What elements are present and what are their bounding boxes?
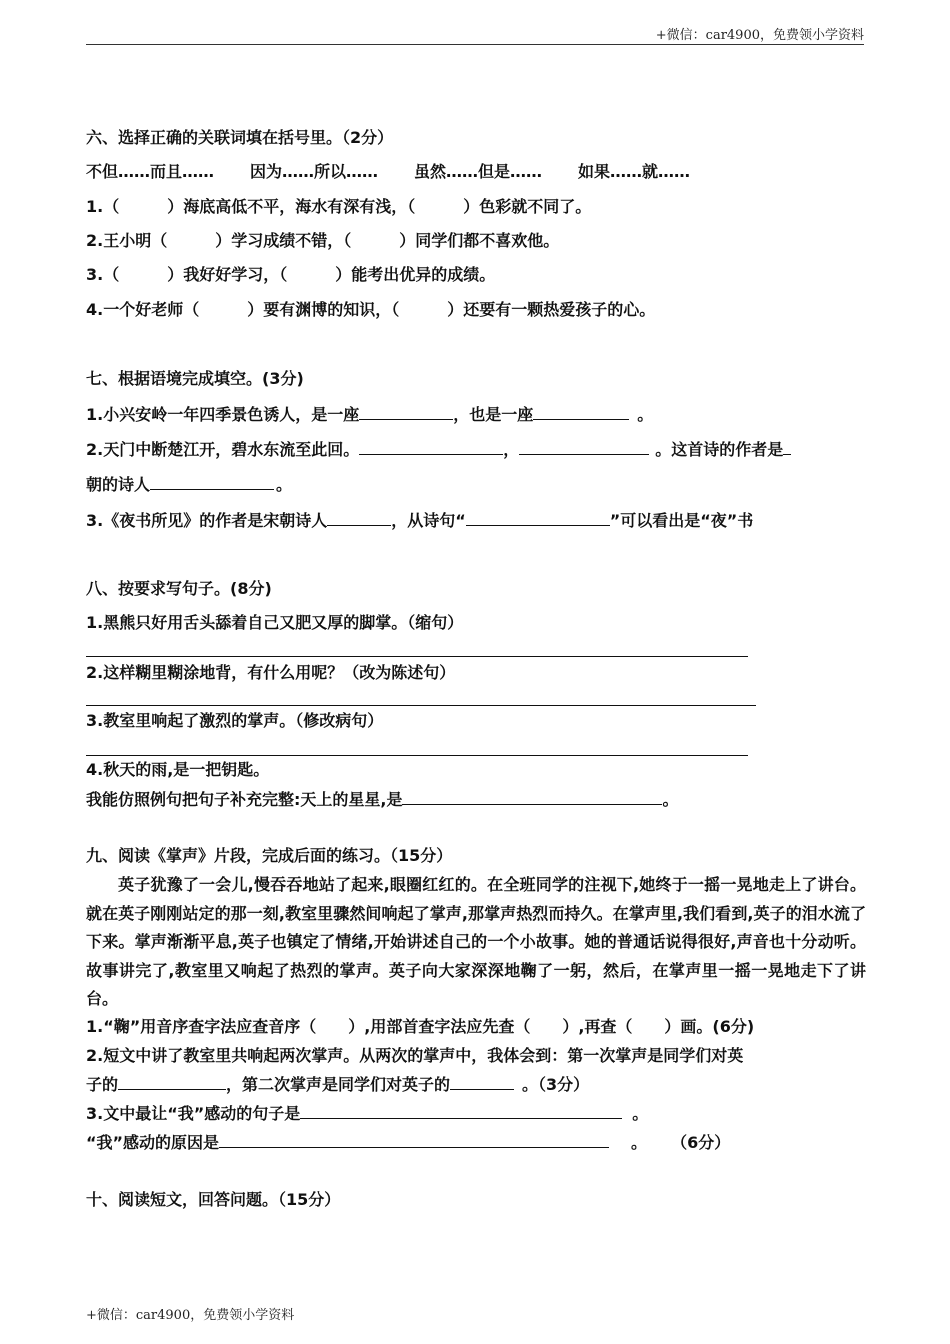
s9-q2-text-d: 。（3分） — [522, 1075, 590, 1094]
section-8-title: 八、按要求写句子。(8分) — [86, 579, 272, 598]
s7-q2-blank-3[interactable] — [783, 438, 791, 455]
s9-question-1[interactable]: 1.“鞠”用音序查字法应查音序（ ）,用部首查字法应先查（ ）,再查（ ）画。(6分) — [86, 1017, 755, 1036]
s8-question-3: 3.教室里响起了激烈的掌声。（修改病句） — [86, 711, 384, 730]
s7-q3-blank-2[interactable] — [466, 509, 610, 526]
page-header: +微信：car4900，免费领小学资料 — [655, 28, 864, 43]
s7-q2-blank-4[interactable] — [150, 473, 274, 490]
s8-question-1: 1.黑熊只好用舌头舔着自己又肥又厚的脚掌。（缩句） — [86, 613, 464, 632]
s7-question-2 — [86, 438, 791, 461]
s8-answer-line-2[interactable] — [86, 705, 756, 706]
s9-question-3-reason — [86, 1131, 730, 1154]
s8-question-4: 4.秋天的雨,是一把钥匙。 — [86, 760, 270, 779]
s9-q3-score: （6分） — [679, 1133, 731, 1152]
s7-q2-blank-1[interactable] — [359, 438, 503, 455]
s7-q2-text-b: ， — [503, 440, 520, 459]
section-6-title: 六、选择正确的关联词填在括号里。（2分） — [86, 128, 394, 147]
header-divider — [86, 44, 864, 45]
s7-q3-text-c: ”可以看出是“夜”书 — [609, 511, 754, 530]
s8-q4-blank[interactable] — [402, 788, 662, 805]
s8-question-2: 2.这样糊里糊涂地背，有什么用呢？（改为陈述句） — [86, 663, 456, 682]
s9-q3-text-b: 。 — [632, 1104, 649, 1123]
s8-q4-text-c: 。 — [662, 790, 679, 809]
connective-1: 不但……而且…… — [86, 162, 215, 181]
connective-options — [86, 161, 726, 183]
s6-question-4[interactable]: 4.一个好老师（ ）要有渊博的知识，（ ）还要有一颗热爱孩子的心。 — [86, 300, 656, 319]
s9-q3-text-a: 3.文中最让“我”感动的句子是 — [86, 1104, 301, 1123]
s7-q1-text-c: 。 — [637, 405, 654, 424]
s8-question-4-prompt — [86, 788, 679, 811]
section-10-title: 十、阅读短文，回答问题。（15分） — [86, 1190, 341, 1209]
s9-q2-blank-1[interactable] — [118, 1073, 226, 1090]
s7-question-1 — [86, 403, 653, 426]
s7-question-3 — [86, 509, 753, 532]
s7-q3-blank-1[interactable] — [327, 509, 391, 526]
s6-question-2[interactable]: 2.王小明（ ）学习成绩不错，（ ）同学们都不喜欢他。 — [86, 231, 560, 250]
s9-q3-text-d: 。 — [631, 1133, 648, 1152]
s7-q2-text-c: 。这首诗的作者是 — [655, 440, 784, 459]
s8-q4-text-b: 我能仿照例句把句子补充完整:天上的星星,是 — [86, 790, 403, 809]
s9-q3-blank-2[interactable] — [219, 1131, 609, 1148]
connective-2: 因为……所以…… — [250, 162, 379, 181]
s7-q2-blank-2[interactable] — [519, 438, 649, 455]
section-9-title: 九、阅读《掌声》片段，完成后面的练习。（15分） — [86, 846, 453, 865]
s7-q2-text-a: 2.天门中断楚江开，碧水东流至此回。 — [86, 440, 360, 459]
page-footer: +微信：car4900，免费领小学资料 — [86, 1308, 295, 1323]
s9-question-2: 2.短文中讲了教室里共响起两次掌声。从两次的掌声中，我体会到：第一次掌声是同学们对英 — [86, 1046, 744, 1065]
s9-q2-text-c: ，第二次掌声是同学们对英子的 — [226, 1075, 451, 1094]
s7-q2-text-d: 朝的诗人 — [86, 475, 151, 494]
s9-q3-blank-1[interactable] — [300, 1102, 622, 1119]
s9-q3-text-c: “我”感动的原因是 — [86, 1133, 220, 1152]
reading-passage: 英子犹豫了一会儿,慢吞吞地站了起来,眼圈红红的。在全班同学的注视下,她终于一摇一晃地走上了讲台。就在英子刚刚站定的那一刻,教室里骤然间响起了掌声,那掌声热烈而持久。在掌声里,我们看到,英子的泪水流了下来。掌声渐渐平息,英子也镇定了情绪,开始讲述自己的一个小故事。她的普通话说得很好,声音也十分动听。故事讲完了,教室里又响起了热烈的掌声。英子向大家深深地鞠了一躬，然后，在掌声里一摇一晃地走下了讲台。 — [86, 875, 866, 1008]
s9-question-3 — [86, 1102, 648, 1125]
s7-q3-text-a: 3.《夜书所见》的作者是宋朝诗人 — [86, 511, 328, 530]
s9-q2-text-b: 子的 — [86, 1075, 119, 1094]
s9-q2-blank-2[interactable] — [450, 1073, 514, 1090]
connective-3: 虽然……但是…… — [414, 162, 543, 181]
s6-question-3[interactable]: 3.（ ）我好好学习，（ ）能考出优异的成绩。 — [86, 265, 496, 284]
section-7-title: 七、根据语境完成填空。(3分) — [86, 369, 304, 388]
s6-question-1[interactable]: 1.（ ）海底高低不平，海水有深有浅，（ ）色彩就不同了。 — [86, 197, 592, 216]
s7-q1-blank-1[interactable] — [359, 403, 453, 420]
s8-answer-line-3[interactable] — [86, 755, 748, 756]
s7-q3-text-b: ，从诗句“ — [391, 511, 466, 530]
s7-q1-blank-2[interactable] — [533, 403, 629, 420]
s7-q1-text-b: ，也是一座 — [453, 405, 534, 424]
s8-answer-line-1[interactable] — [86, 656, 748, 657]
s7-q1-text-a: 1.小兴安岭一年四季景色诱人，是一座 — [86, 405, 360, 424]
s7-q2-text-e: 。 — [276, 475, 293, 494]
s9-question-2-cont — [86, 1073, 589, 1096]
s7-question-2-cont — [86, 473, 292, 496]
connective-4: 如果……就…… — [578, 162, 691, 181]
